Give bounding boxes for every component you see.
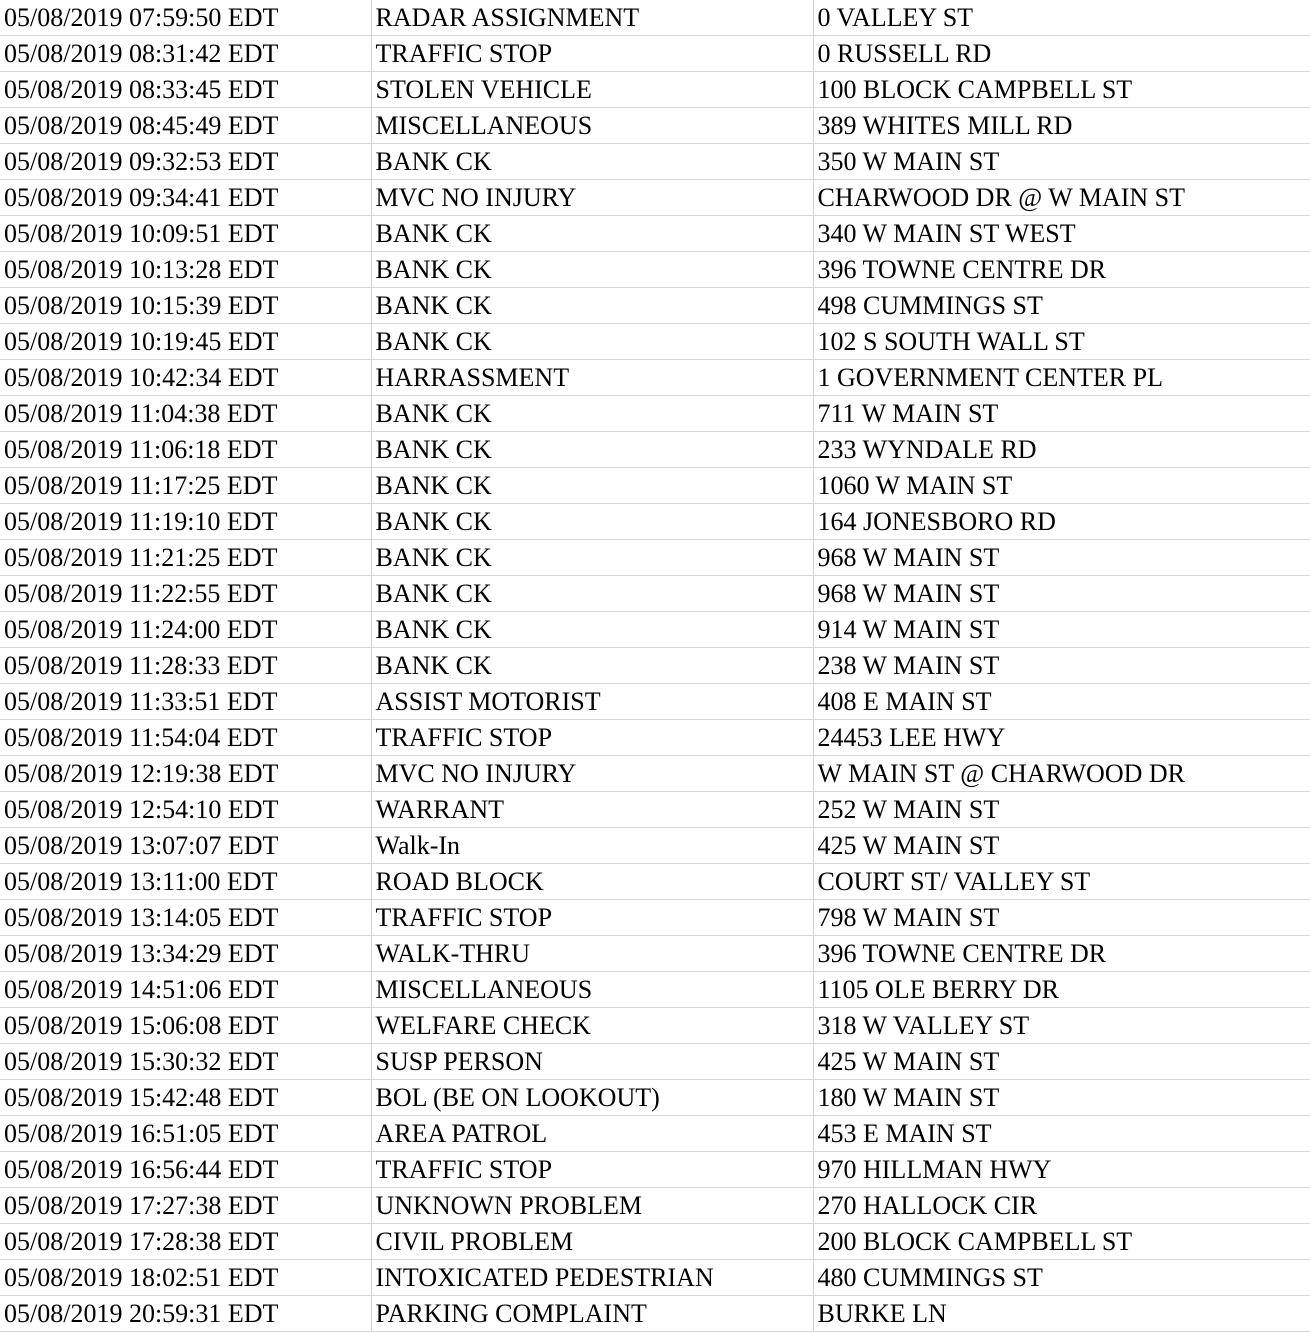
- table-row: [0, 936, 1310, 972]
- datetime-cell[interactable]: 05/08/2019 11:04:38 EDT: [0, 396, 371, 432]
- table-row: [0, 504, 1310, 540]
- location-cell[interactable]: W MAIN ST @ CHARWOOD DR: [813, 756, 1310, 792]
- table-row: [0, 828, 1310, 864]
- location-cell[interactable]: 164 JONESBORO RD: [813, 504, 1310, 540]
- table-row: [0, 1224, 1310, 1260]
- table-row: [0, 180, 1310, 216]
- call-type-cell[interactable]: BANK CK: [371, 576, 813, 612]
- datetime-cell[interactable]: 05/08/2019 08:45:49 EDT: [0, 108, 371, 144]
- call-type-cell[interactable]: BANK CK: [371, 468, 813, 504]
- datetime-cell[interactable]: 05/08/2019 08:33:45 EDT: [0, 72, 371, 108]
- location-cell[interactable]: 24453 LEE HWY: [813, 720, 1310, 756]
- call-type-cell[interactable]: WELFARE CHECK: [371, 1008, 813, 1044]
- location-cell[interactable]: 389 WHITES MILL RD: [813, 108, 1310, 144]
- table-row: [0, 972, 1310, 1008]
- table-row: [0, 72, 1310, 108]
- call-type-cell[interactable]: BANK CK: [371, 612, 813, 648]
- call-type-cell[interactable]: AREA PATROL: [371, 1116, 813, 1152]
- call-type-cell[interactable]: BOL (BE ON LOOKOUT): [371, 1080, 813, 1116]
- datetime-cell[interactable]: 05/08/2019 11:54:04 EDT: [0, 720, 371, 756]
- table-row: [0, 1008, 1310, 1044]
- table-row: [0, 1080, 1310, 1116]
- call-type-cell[interactable]: INTOXICATED PEDESTRIAN: [371, 1260, 813, 1296]
- datetime-cell[interactable]: 05/08/2019 11:06:18 EDT: [0, 432, 371, 468]
- location-cell[interactable]: 100 BLOCK CAMPBELL ST: [813, 72, 1310, 108]
- datetime-cell[interactable]: 05/08/2019 13:34:29 EDT: [0, 936, 371, 972]
- location-cell[interactable]: 0 RUSSELL RD: [813, 36, 1310, 72]
- table-row: [0, 468, 1310, 504]
- table-row: [0, 540, 1310, 576]
- datetime-cell[interactable]: 05/08/2019 12:54:10 EDT: [0, 792, 371, 828]
- table-row: [0, 108, 1310, 144]
- call-type-cell[interactable]: UNKNOWN PROBLEM: [371, 1188, 813, 1224]
- datetime-cell[interactable]: 05/08/2019 11:28:33 EDT: [0, 648, 371, 684]
- datetime-cell[interactable]: 05/08/2019 08:31:42 EDT: [0, 36, 371, 72]
- table-row: [0, 648, 1310, 684]
- call-type-cell[interactable]: BANK CK: [371, 216, 813, 252]
- table-row: [0, 0, 1310, 36]
- location-cell[interactable]: 1105 OLE BERRY DR: [813, 972, 1310, 1008]
- datetime-cell[interactable]: 05/08/2019 11:21:25 EDT: [0, 540, 371, 576]
- call-type-cell[interactable]: STOLEN VEHICLE: [371, 72, 813, 108]
- datetime-cell[interactable]: 05/08/2019 15:42:48 EDT: [0, 1080, 371, 1116]
- table-row: [0, 396, 1310, 432]
- location-cell[interactable]: CHARWOOD DR @ W MAIN ST: [813, 180, 1310, 216]
- location-cell[interactable]: 396 TOWNE CENTRE DR: [813, 936, 1310, 972]
- datetime-cell[interactable]: 05/08/2019 10:42:34 EDT: [0, 360, 371, 396]
- table-row: [0, 612, 1310, 648]
- location-cell[interactable]: 970 HILLMAN HWY: [813, 1152, 1310, 1188]
- call-type-cell[interactable]: BANK CK: [371, 540, 813, 576]
- datetime-cell[interactable]: 05/08/2019 10:19:45 EDT: [0, 324, 371, 360]
- location-cell[interactable]: COURT ST/ VALLEY ST: [813, 864, 1310, 900]
- datetime-cell[interactable]: 05/08/2019 13:11:00 EDT: [0, 864, 371, 900]
- datetime-cell[interactable]: 05/08/2019 13:14:05 EDT: [0, 900, 371, 936]
- table-row: [0, 756, 1310, 792]
- table-row: [0, 576, 1310, 612]
- call-type-cell[interactable]: WARRANT: [371, 792, 813, 828]
- location-cell[interactable]: 425 W MAIN ST: [813, 1044, 1310, 1080]
- location-cell[interactable]: 180 W MAIN ST: [813, 1080, 1310, 1116]
- datetime-cell[interactable]: 05/08/2019 12:19:38 EDT: [0, 756, 371, 792]
- call-type-cell[interactable]: BANK CK: [371, 648, 813, 684]
- datetime-cell[interactable]: 05/08/2019 11:17:25 EDT: [0, 468, 371, 504]
- table-row: [0, 900, 1310, 936]
- location-cell[interactable]: 252 W MAIN ST: [813, 792, 1310, 828]
- location-cell[interactable]: 711 W MAIN ST: [813, 396, 1310, 432]
- call-type-cell[interactable]: Walk-In: [371, 828, 813, 864]
- call-type-cell[interactable]: MVC NO INJURY: [371, 180, 813, 216]
- call-type-cell[interactable]: BANK CK: [371, 504, 813, 540]
- call-type-cell[interactable]: TRAFFIC STOP: [371, 36, 813, 72]
- table-row: [0, 1296, 1310, 1332]
- table-row: [0, 864, 1310, 900]
- datetime-cell[interactable]: 05/08/2019 11:24:00 EDT: [0, 612, 371, 648]
- table-row: [0, 252, 1310, 288]
- location-cell[interactable]: 968 W MAIN ST: [813, 576, 1310, 612]
- location-cell[interactable]: 408 E MAIN ST: [813, 684, 1310, 720]
- location-cell[interactable]: 480 CUMMINGS ST: [813, 1260, 1310, 1296]
- location-cell[interactable]: 0 VALLEY ST: [813, 0, 1310, 36]
- datetime-cell[interactable]: 05/08/2019 11:33:51 EDT: [0, 684, 371, 720]
- table-row: [0, 1188, 1310, 1224]
- call-type-cell[interactable]: MVC NO INJURY: [371, 756, 813, 792]
- location-cell[interactable]: BURKE LN: [813, 1296, 1310, 1332]
- datetime-cell[interactable]: 05/08/2019 09:34:41 EDT: [0, 180, 371, 216]
- datetime-cell[interactable]: 05/08/2019 20:59:31 EDT: [0, 1296, 371, 1332]
- call-type-cell[interactable]: MISCELLANEOUS: [371, 108, 813, 144]
- datetime-cell[interactable]: 05/08/2019 17:28:38 EDT: [0, 1224, 371, 1260]
- table-row: [0, 1116, 1310, 1152]
- datetime-cell[interactable]: 05/08/2019 09:32:53 EDT: [0, 144, 371, 180]
- datetime-cell[interactable]: 05/08/2019 10:13:28 EDT: [0, 252, 371, 288]
- table-row: [0, 216, 1310, 252]
- datetime-cell[interactable]: 05/08/2019 10:09:51 EDT: [0, 216, 371, 252]
- datetime-cell[interactable]: 05/08/2019 07:59:50 EDT: [0, 0, 371, 36]
- table-row: [0, 792, 1310, 828]
- location-cell[interactable]: 396 TOWNE CENTRE DR: [813, 252, 1310, 288]
- table-row: [0, 684, 1310, 720]
- call-type-cell[interactable]: MISCELLANEOUS: [371, 972, 813, 1008]
- location-cell[interactable]: 1 GOVERNMENT CENTER PL: [813, 360, 1310, 396]
- call-type-cell[interactable]: BANK CK: [371, 252, 813, 288]
- table-row: [0, 432, 1310, 468]
- table-row: [0, 1260, 1310, 1296]
- datetime-cell[interactable]: 05/08/2019 11:22:55 EDT: [0, 576, 371, 612]
- table-row: [0, 720, 1310, 756]
- location-cell[interactable]: 914 W MAIN ST: [813, 612, 1310, 648]
- table-row: [0, 1152, 1310, 1188]
- datetime-cell[interactable]: 05/08/2019 15:30:32 EDT: [0, 1044, 371, 1080]
- location-cell[interactable]: 102 S SOUTH WALL ST: [813, 324, 1310, 360]
- table-row: [0, 1044, 1310, 1080]
- location-cell[interactable]: 1060 W MAIN ST: [813, 468, 1310, 504]
- call-type-cell[interactable]: TRAFFIC STOP: [371, 720, 813, 756]
- call-type-cell[interactable]: BANK CK: [371, 324, 813, 360]
- call-type-cell[interactable]: BANK CK: [371, 396, 813, 432]
- call-type-cell[interactable]: TRAFFIC STOP: [371, 1152, 813, 1188]
- location-cell[interactable]: 340 W MAIN ST WEST: [813, 216, 1310, 252]
- call-type-cell[interactable]: RADAR ASSIGNMENT: [371, 0, 813, 36]
- table-row: [0, 144, 1310, 180]
- call-type-cell[interactable]: ROAD BLOCK: [371, 864, 813, 900]
- table-row: [0, 360, 1310, 396]
- location-cell[interactable]: 798 W MAIN ST: [813, 900, 1310, 936]
- call-type-cell[interactable]: TRAFFIC STOP: [371, 900, 813, 936]
- call-type-cell[interactable]: BANK CK: [371, 288, 813, 324]
- datetime-cell[interactable]: 05/08/2019 14:51:06 EDT: [0, 972, 371, 1008]
- location-cell[interactable]: 498 CUMMINGS ST: [813, 288, 1310, 324]
- location-cell[interactable]: 318 W VALLEY ST: [813, 1008, 1310, 1044]
- call-type-cell[interactable]: ASSIST MOTORIST: [371, 684, 813, 720]
- location-cell[interactable]: 238 W MAIN ST: [813, 648, 1310, 684]
- call-type-cell[interactable]: BANK CK: [371, 144, 813, 180]
- datetime-cell[interactable]: 05/08/2019 16:51:05 EDT: [0, 1116, 371, 1152]
- table-row: [0, 36, 1310, 72]
- datetime-cell[interactable]: 05/08/2019 17:27:38 EDT: [0, 1188, 371, 1224]
- location-cell[interactable]: 233 WYNDALE RD: [813, 432, 1310, 468]
- call-type-cell[interactable]: HARRASSMENT: [371, 360, 813, 396]
- location-cell[interactable]: 350 W MAIN ST: [813, 144, 1310, 180]
- datetime-cell[interactable]: 05/08/2019 16:56:44 EDT: [0, 1152, 371, 1188]
- call-type-cell[interactable]: BANK CK: [371, 432, 813, 468]
- location-cell[interactable]: 425 W MAIN ST: [813, 828, 1310, 864]
- location-cell[interactable]: 270 HALLOCK CIR: [813, 1188, 1310, 1224]
- datetime-cell[interactable]: 05/08/2019 13:07:07 EDT: [0, 828, 371, 864]
- call-type-cell[interactable]: PARKING COMPLAINT: [371, 1296, 813, 1332]
- call-type-cell[interactable]: CIVIL PROBLEM: [371, 1224, 813, 1260]
- call-type-cell[interactable]: SUSP PERSON: [371, 1044, 813, 1080]
- location-cell[interactable]: 200 BLOCK CAMPBELL ST: [813, 1224, 1310, 1260]
- datetime-cell[interactable]: 05/08/2019 15:06:08 EDT: [0, 1008, 371, 1044]
- location-cell[interactable]: 968 W MAIN ST: [813, 540, 1310, 576]
- location-cell[interactable]: 453 E MAIN ST: [813, 1116, 1310, 1152]
- datetime-cell[interactable]: 05/08/2019 11:19:10 EDT: [0, 504, 371, 540]
- datetime-cell[interactable]: 05/08/2019 18:02:51 EDT: [0, 1260, 371, 1296]
- table-row: [0, 324, 1310, 360]
- datetime-cell[interactable]: 05/08/2019 10:15:39 EDT: [0, 288, 371, 324]
- call-type-cell[interactable]: WALK-THRU: [371, 936, 813, 972]
- table-row: [0, 288, 1310, 324]
